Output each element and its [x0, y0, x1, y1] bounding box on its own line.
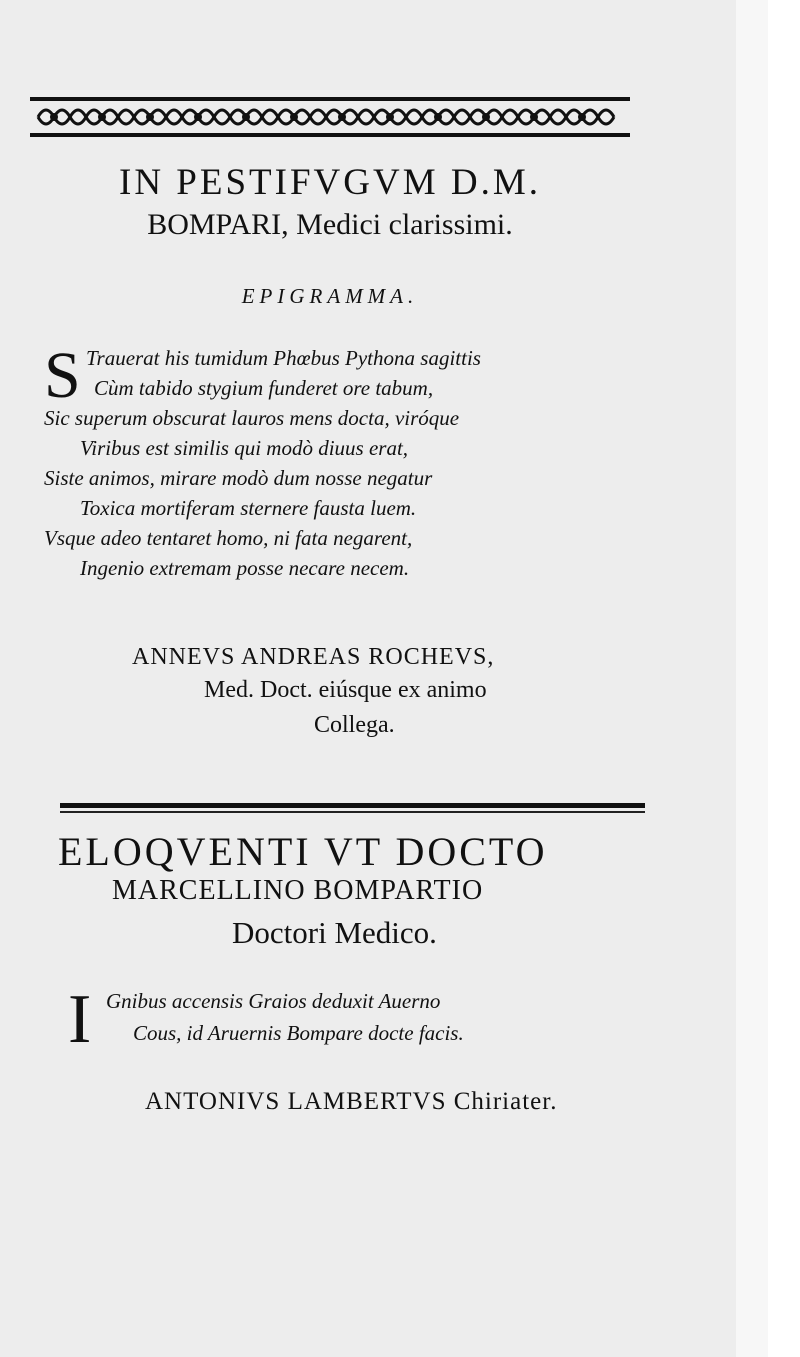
- verse-line: Toxica mortiferam sternere fausta luem.: [80, 496, 417, 520]
- verse-line: Gnibus accensis Graios deduxit Auerno: [106, 989, 441, 1013]
- page-edge: [736, 0, 768, 1357]
- verse-line: Siste animos, mirare modò dum nosse negatur: [44, 466, 433, 490]
- drop-cap-i: I: [68, 981, 92, 1058]
- decorative-ornament-band: [30, 95, 630, 139]
- verse-line: Trauerat his tumidum Phœbus Pythona sagittis: [86, 346, 481, 370]
- epigram-2: [68, 981, 668, 1058]
- verse-line: Vsque adeo tentaret homo, ni fata negarent,: [44, 526, 413, 550]
- verse-line: Ingenio extremam posse necare necem.: [80, 556, 410, 580]
- divider-rule: [60, 803, 645, 808]
- drop-cap-s: S: [44, 339, 81, 412]
- epigram-heading: EPIGRAMMA.: [241, 284, 419, 308]
- verse-line: Cùm tabido stygium funderet ore tabum,: [94, 376, 434, 400]
- section-subtitle: MARCELLINO BOMPARTIO: [112, 875, 484, 906]
- section-subtitle-2: Doctori Medico.: [232, 915, 437, 950]
- author-title-1: Med. Doct. eiúsque ex animo: [204, 677, 487, 703]
- main-subtitle: BOMPARI, Medici clarissimi.: [147, 208, 513, 241]
- main-title: IN PESTIFVGVM D.M.: [119, 162, 541, 203]
- verse-line: Sic superum obscurat lauros mens docta, viróque: [44, 406, 460, 430]
- verse-line: Cous, id Aruernis Bompare docte facis.: [133, 1021, 464, 1045]
- epigram-1: [44, 339, 664, 583]
- section-title: ELOQVENTI VT DOCTO: [58, 829, 548, 874]
- author-role-1: Collega.: [314, 712, 395, 738]
- author-name-2: ANTONIVS LAMBERTVS Chiriater.: [145, 1088, 558, 1115]
- divider-rule-thin: [60, 811, 645, 813]
- verse-line: Viribus est similis qui modò diuus erat,: [80, 436, 409, 460]
- author-name-1: ANNEVS ANDREAS ROCHEVS,: [132, 644, 495, 670]
